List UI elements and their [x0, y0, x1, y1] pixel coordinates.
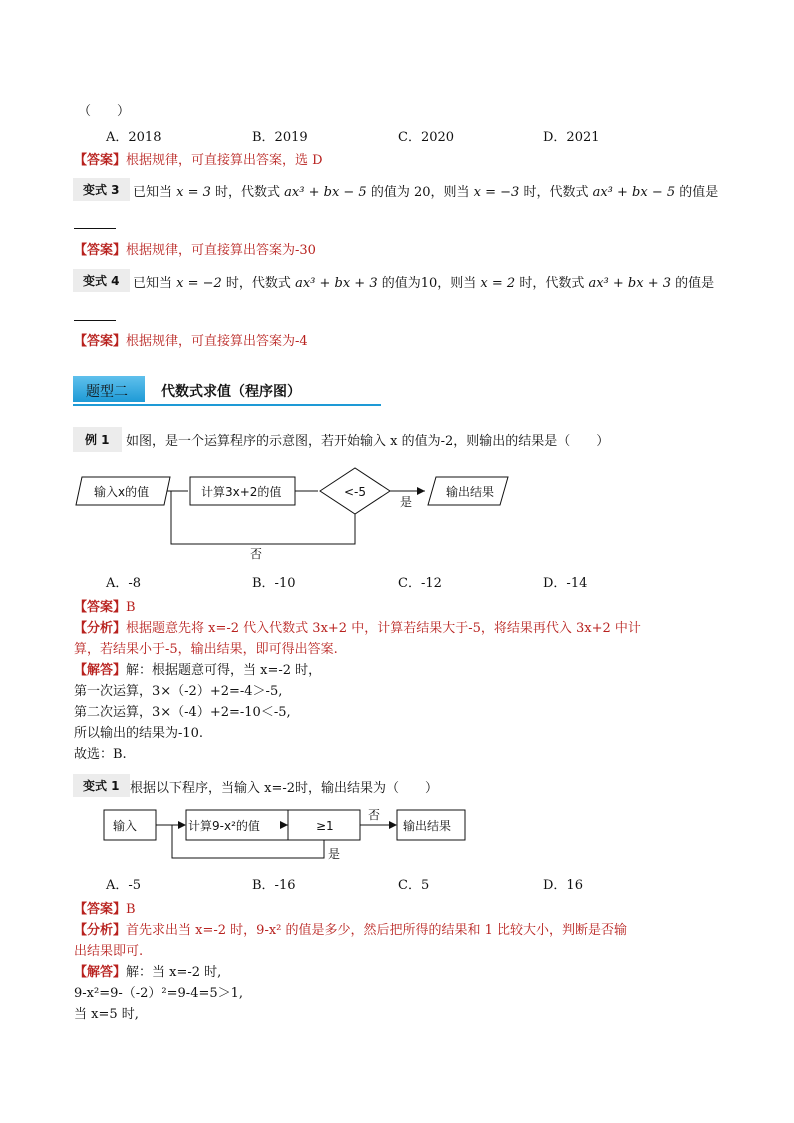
example-1-solution [74, 659, 321, 678]
option-c: C．2020 [398, 130, 455, 145]
q-text: 已知当 [133, 185, 177, 200]
flow-condition-text: <-5 [344, 485, 367, 499]
variant-3-question [133, 181, 718, 200]
answer-label: 【答案】 [74, 153, 127, 168]
option-a: A．-8 [106, 576, 142, 591]
option-a: A．2018 [106, 130, 162, 145]
option-c: C．5 [398, 878, 430, 893]
flow-condition-text: ≥1 [316, 819, 334, 833]
analysis-label: 【分析】 [74, 621, 127, 636]
answer-label: 【答案】 [74, 334, 127, 349]
example-1-question: 如图，是一个运算程序的示意图，若开始输入 x 的值为-2，则输出的结果是（ ） [126, 434, 610, 449]
flow-yes-text: 是 [328, 847, 341, 861]
q-text: 的值是 [671, 276, 715, 291]
variant-1-question: 根据以下程序，当输入 x=-2时，输出结果为（ ） [130, 781, 439, 796]
option-b: B．-16 [252, 878, 296, 893]
variant-1-analysis [74, 919, 627, 938]
example-1-label: 例 1 [73, 427, 122, 452]
q-text: 的值是 [675, 185, 719, 200]
variant-4-answer [74, 330, 308, 349]
option-c: C．-12 [398, 576, 442, 591]
analysis-text: 首先求出当 x=-2 时，9-x² 的值是多少，然后把所得的结果和 1 比较大小，判断是否输 [126, 923, 628, 938]
q-text: 的值为10，则当 [377, 276, 481, 291]
option-a: A．-5 [106, 878, 142, 893]
variant-4-label: 变式 4 [73, 269, 130, 292]
variant-1-solution [74, 961, 221, 980]
solution-text: 解：当 x=-2 时, [126, 965, 222, 980]
flow-input-text: 输入x的值 [94, 485, 150, 499]
variant-3-label: 变式 3 [73, 178, 130, 201]
q-text: 已知当 [133, 276, 177, 291]
answer-text: 根据规律，可直接算出答案，选 D [126, 153, 323, 168]
solution-text: 解：根据题意可得，当 x=-2 时， [126, 663, 322, 678]
section-title: 代数式求值（程序图） [161, 384, 301, 400]
solution-line: 第一次运算，3×（-2）+2=-4＞-5, [74, 684, 283, 699]
q-cond: x = −3 [473, 185, 520, 200]
solution-label: 【解答】 [74, 663, 127, 678]
answer-text: 根据规律，可直接算出答案为-4 [126, 334, 308, 349]
solution-line: 当 x=5 时, [74, 1007, 139, 1022]
solution-label: 【解答】 [74, 965, 127, 980]
analysis-text-2: 算，若结果小于-5，输出结果，即可得出答案. [74, 642, 338, 657]
q-expression: ax³ + bx + 3 [295, 276, 378, 291]
answer-text: B [126, 902, 136, 917]
q-expression: ax³ + bx + 3 [588, 276, 671, 291]
flow-input-text: 输入 [113, 819, 138, 833]
q-text: 时，代数式 [210, 185, 285, 200]
q-text: 时，代数式 [515, 276, 589, 291]
q-cond: x = 3 [176, 185, 211, 200]
flow-no-text: 否 [368, 808, 381, 822]
solution-line: 所以输出的结果为-10. [74, 726, 204, 741]
example-1-analysis [74, 617, 641, 636]
flow-yes-text: 是 [400, 495, 413, 509]
example-1-answer [74, 596, 136, 615]
q-text: 的值为 20，则当 [366, 185, 474, 200]
flow-no-text: 否 [250, 547, 263, 561]
answer-blank [74, 320, 116, 321]
section-underline [73, 404, 381, 406]
flow-compute-text: 计算3x+2的值 [201, 485, 282, 499]
variant-4-question [133, 272, 714, 291]
answer-blank [74, 228, 116, 229]
q-text: 时，代数式 [519, 185, 593, 200]
arrow-head [417, 487, 425, 495]
answer-text: B [126, 600, 136, 615]
option-b: B．-10 [252, 576, 296, 591]
flow-output-text: 输出结果 [446, 485, 495, 499]
analysis-text: 根据题意先将 x=-2 代入代数式 3x+2 中，计算若结果大于-5，将结果再代入 3x+2 中计 [126, 621, 641, 636]
q-cond: x = −2 [176, 276, 222, 291]
q-expression: ax³ + bx − 5 [284, 185, 367, 200]
solution-line: 第二次运算，3×（-4）+2=-10＜-5, [74, 705, 291, 720]
option-d: D．16 [543, 878, 583, 893]
q-expression: ax³ + bx − 5 [592, 185, 676, 200]
flowchart-2 [100, 800, 480, 870]
flow-output-text: 输出结果 [403, 819, 452, 833]
answer-row [74, 149, 323, 168]
q-text: 时，代数式 [221, 276, 296, 291]
answer-label: 【答案】 [74, 600, 127, 615]
option-d: D．-14 [543, 576, 588, 591]
q-cond: x = 2 [480, 276, 516, 291]
solution-line: 9-x²=9-（-2）²=9-4=5＞1, [74, 986, 244, 1001]
variant-1-label: 变式 1 [73, 774, 130, 797]
analysis-text-2: 出结果即可. [74, 944, 144, 959]
option-d: D．2021 [543, 130, 600, 145]
answer-label: 【答案】 [74, 902, 127, 917]
answer-text: 根据规律，可直接算出答案为-30 [126, 243, 316, 258]
flowchart-1 [70, 462, 520, 562]
solution-line: 故选：B. [74, 747, 127, 762]
option-b: B．2019 [252, 130, 308, 145]
arrow-head [389, 821, 397, 829]
analysis-label: 【分析】 [74, 923, 127, 938]
flow-compute-text: 计算9-x²的值 [188, 819, 260, 833]
question-paren: （ ） [78, 104, 131, 119]
answer-label: 【答案】 [74, 243, 127, 258]
variant-1-answer [74, 898, 136, 917]
variant-3-answer [74, 239, 316, 258]
arrow-head [178, 821, 186, 829]
section-tag: 题型二 [86, 384, 128, 400]
